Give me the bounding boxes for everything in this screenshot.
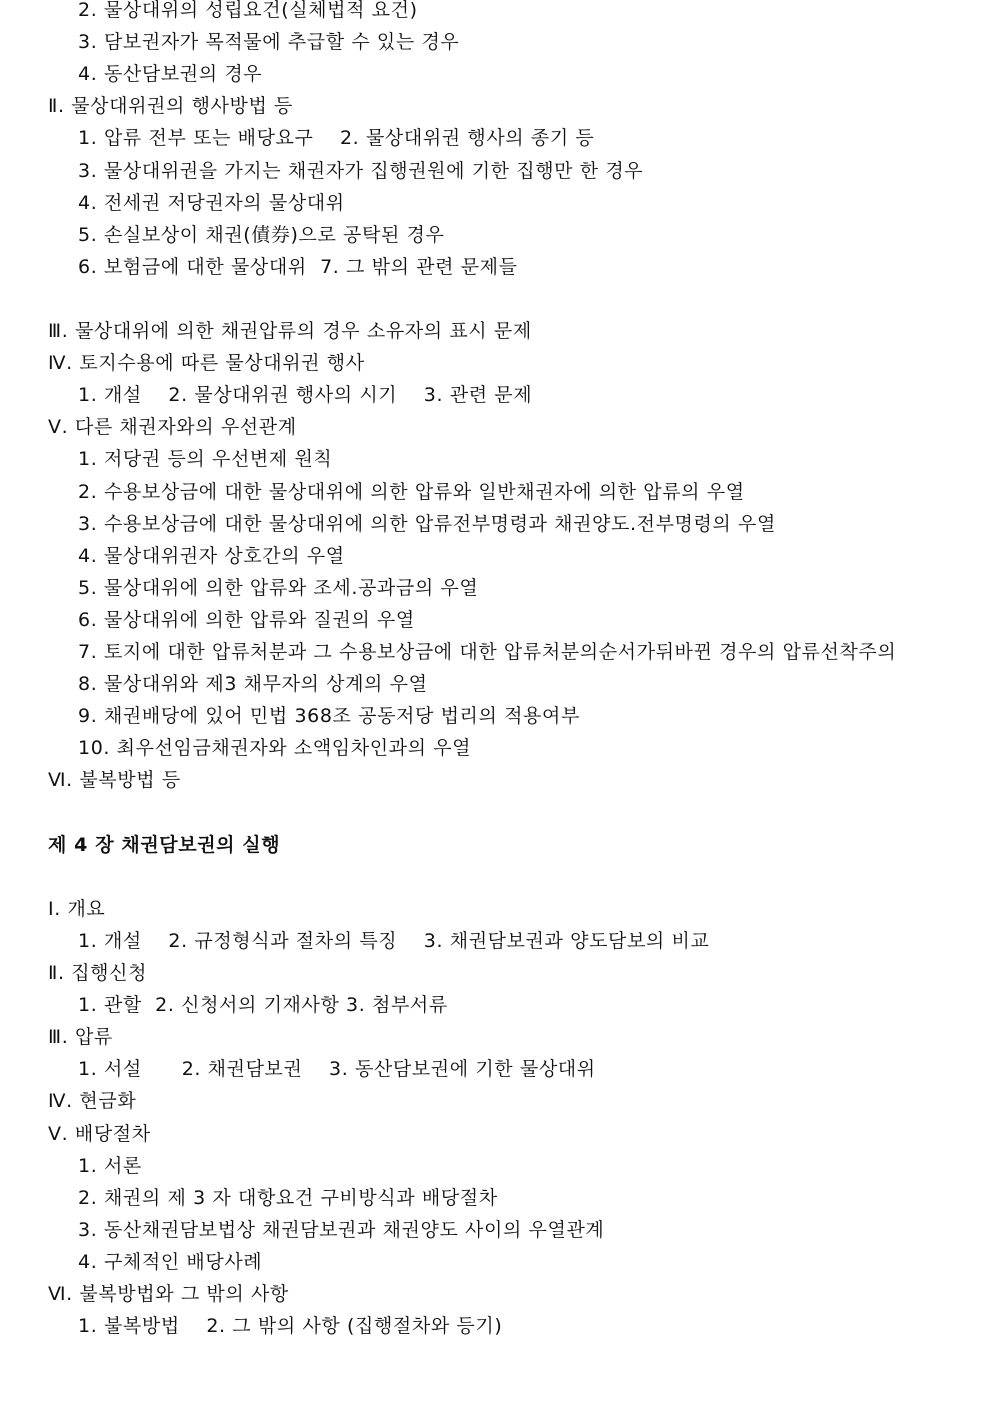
outline-item: 2. 수용보상금에 대한 물상대위에 의한 압류와 일반채권자에 의한 압류의 우열: [78, 480, 745, 503]
section-heading: Ⅴ. 배당절차: [48, 1122, 151, 1145]
outline-item: 7. 토지에 대한 압류처분과 그 수용보상금에 대한 압류처분의순서가뒤바뀐 경우의 압류선착주의: [78, 641, 897, 663]
outline-item: 2. 물상대위의 성립요건(실체법적 요건): [78, 0, 418, 21]
section-heading: Ⅰ. 개요: [48, 897, 106, 920]
outline-item: 9. 채권배당에 있어 민법 368조 공동저당 법리의 적용여부: [78, 705, 580, 728]
outline-item: 1. 압류 전부 또는 배당요구 2. 물상대위권 행사의 종기 등: [78, 127, 595, 150]
section-heading: Ⅵ. 불복방법 등: [48, 769, 181, 792]
outline-item: 4. 구체적인 배당사례: [78, 1250, 263, 1273]
outline-item: 5. 물상대위에 의한 압류와 조세.공과금의 우열: [78, 576, 479, 599]
outline-item: 10. 최우선임금채권자와 소액임차인과의 우열: [78, 737, 472, 760]
outline-item: 1. 관할 2. 신청서의 기재사항 3. 첨부서류: [78, 994, 448, 1017]
section-heading: Ⅳ. 현금화: [48, 1090, 137, 1113]
outline-item: 1. 개설 2. 규정형식과 절차의 특징 3. 채권담보권과 양도담보의 비교: [78, 929, 710, 952]
outline-item: 6. 물상대위에 의한 압류와 질권의 우열: [78, 608, 415, 631]
section-heading: Ⅲ. 물상대위에 의한 채권압류의 경우 소유자의 표시 문제: [48, 320, 532, 342]
outline-item: 3. 동산채권담보법상 채권담보권과 채권양도 사이의 우열관계: [78, 1218, 605, 1241]
outline-item: 1. 서론: [78, 1154, 142, 1177]
outline-item: 5. 손실보상이 채권(債券)으로 공탁된 경우: [78, 223, 445, 246]
outline-item: 4. 동산담보권의 경우: [78, 63, 263, 86]
outline-item: 1. 저당권 등의 우선변제 원칙: [78, 448, 333, 471]
section-heading: Ⅳ. 토지수용에 따른 물상대위권 행사: [48, 352, 365, 375]
outline-item: 1. 개설 2. 물상대위권 행사의 시기 3. 관련 문제: [78, 384, 533, 407]
outline-item: 4. 전세권 저당권자의 물상대위: [78, 191, 345, 214]
outline-item: 6. 보험금에 대한 물상대위 7. 그 밖의 관련 문제들: [78, 255, 518, 278]
outline-item: 2. 채권의 제 3 자 대항요건 구비방식과 배당절차: [78, 1186, 498, 1209]
outline-item: 4. 물상대위권자 상호간의 우열: [78, 544, 345, 567]
outline-item: 1. 불복방법 2. 그 밖의 사항 (집행절차와 등기): [78, 1315, 503, 1338]
outline-item: 3. 물상대위권을 가지는 채권자가 집행권원에 기한 집행만 한 경우: [78, 159, 644, 182]
outline-item: 8. 물상대위와 제3 채무자의 상계의 우열: [78, 673, 428, 696]
chapter-heading: 제 4 장 채권담보권의 실행: [48, 833, 281, 856]
section-heading: Ⅴ. 다른 채권자와의 우선관계: [48, 416, 297, 439]
outline-item: 1. 서설 2. 채권담보권 3. 동산담보권에 기한 물상대위: [78, 1058, 596, 1081]
section-heading: Ⅱ. 물상대위권의 행사방법 등: [48, 95, 294, 118]
outline-item: 3. 담보권자가 목적물에 추급할 수 있는 경우: [78, 31, 460, 54]
section-heading: Ⅲ. 압류: [48, 1026, 113, 1049]
section-heading: Ⅵ. 불복방법와 그 밖의 사항: [48, 1283, 289, 1305]
outline-item: 3. 수용보상금에 대한 물상대위에 의한 압류전부명령과 채권양도.전부명령의 우열: [78, 512, 776, 535]
section-heading: Ⅱ. 집행신청: [48, 962, 148, 984]
